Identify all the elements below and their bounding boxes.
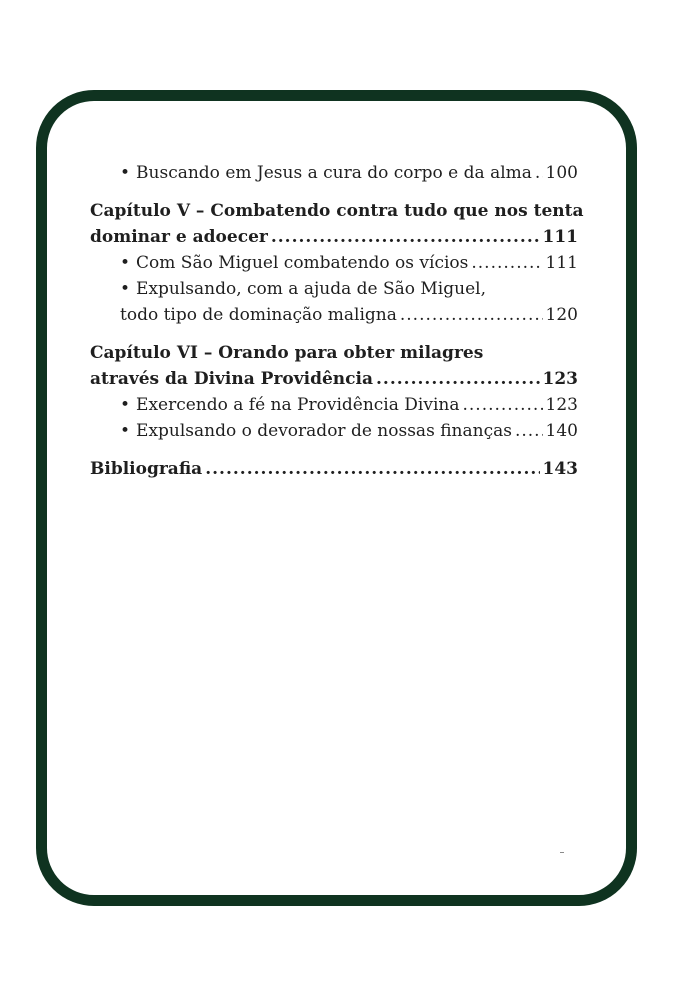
toc-page-number: 140: [545, 421, 578, 441]
toc-entry: [90, 160, 578, 186]
dot-leader: [535, 160, 543, 186]
dot-leader: [471, 250, 542, 276]
toc-entry: [90, 276, 578, 302]
bullet: •: [120, 253, 131, 273]
print-mark: [560, 852, 564, 853]
chapter-heading: [90, 198, 584, 224]
chapter-heading: [90, 340, 578, 366]
bullet: •: [120, 421, 131, 441]
toc-page-number: 100: [545, 163, 578, 183]
dot-leader: [462, 392, 542, 418]
dot-leader: [515, 418, 543, 444]
chapter-heading-continued: [90, 224, 578, 250]
chapter-title-line2: através da Divina Providência: [90, 369, 373, 389]
chapter-title-line1: Capítulo VI – Orando para obter milagres: [90, 343, 484, 363]
dot-leader: [205, 456, 539, 482]
bullet: •: [120, 395, 131, 415]
dot-leader: [400, 302, 543, 328]
chapter-title-line2: dominar e adoecer: [90, 227, 268, 247]
toc-entry-title: Exercendo a fé na Providência Divina: [136, 395, 460, 415]
bibliography-entry: [90, 456, 578, 482]
bullet: •: [120, 279, 131, 299]
table-of-contents: [90, 160, 584, 482]
toc-entry: [90, 392, 578, 418]
toc-entry-continued: [90, 302, 578, 328]
dot-leader: [376, 366, 540, 392]
toc-page-number: 111: [545, 253, 578, 273]
toc-entry: [90, 418, 578, 444]
toc-entry-title: Expulsando o devorador de nossas finanças: [136, 421, 512, 441]
bibliography-title: Bibliografia: [90, 459, 203, 479]
toc-entry-title: Buscando em Jesus a cura do corpo e da alma: [136, 163, 532, 183]
toc-entry-title-line2: todo tipo de dominação maligna: [120, 305, 397, 325]
bullet: •: [120, 163, 131, 183]
dot-leader: [271, 224, 540, 250]
toc-entry-title-line1: Expulsando, com a ajuda de São Miguel,: [136, 279, 486, 299]
chapter-heading-continued: [90, 366, 578, 392]
chapter-title-line1: Capítulo V – Combatendo contra tudo que nos tenta: [90, 201, 584, 221]
toc-page-number: 143: [542, 459, 578, 479]
toc-page-number: 120: [545, 305, 578, 325]
toc-entry-title: Com São Miguel combatendo os vícios: [136, 253, 469, 273]
toc-page-number: 123: [545, 395, 578, 415]
toc-page-number: 123: [542, 369, 578, 389]
toc-entry: [90, 250, 578, 276]
toc-page-number: 111: [542, 227, 578, 247]
